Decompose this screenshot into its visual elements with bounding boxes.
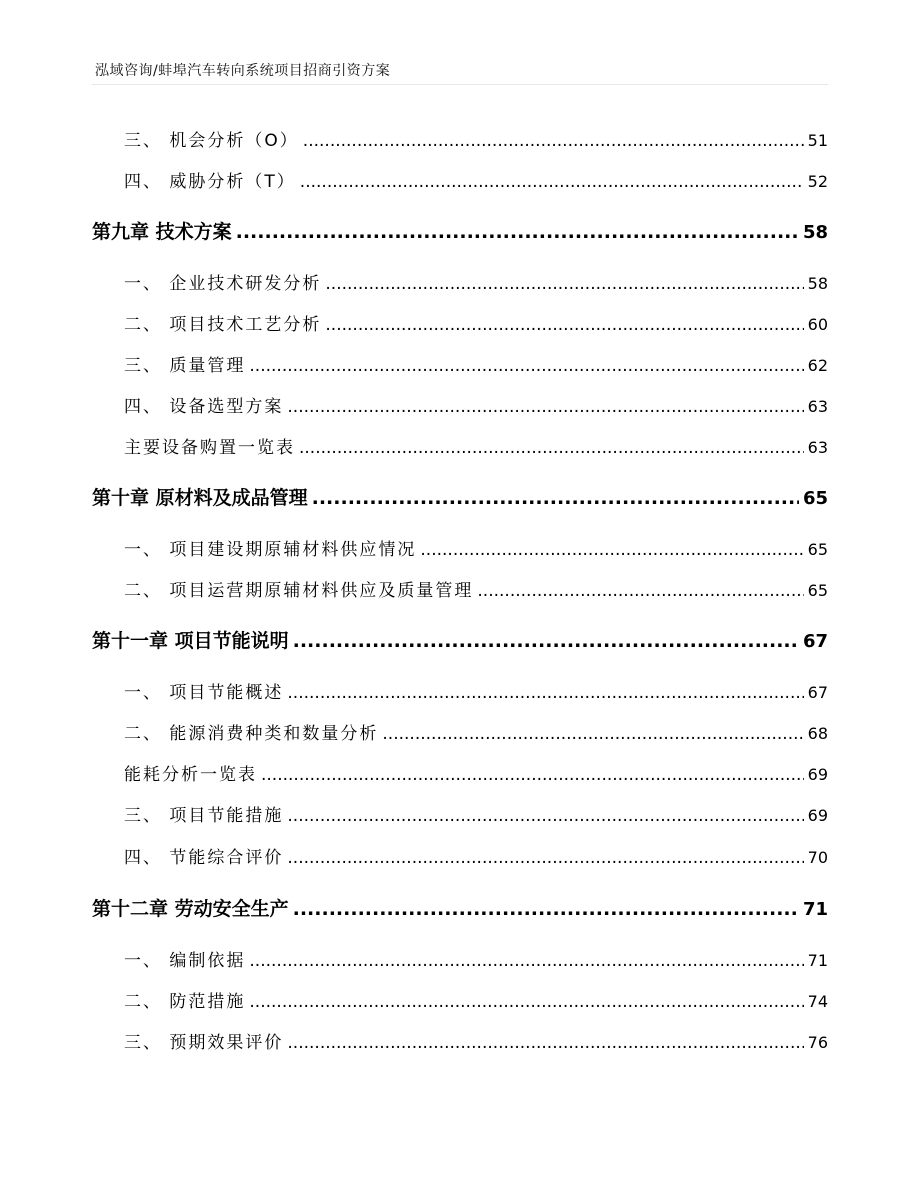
toc-page-number: 63 [807, 438, 828, 457]
toc-page-number: 58 [802, 222, 828, 243]
toc-dot-leader [249, 356, 803, 376]
toc-dot-leader [300, 172, 804, 192]
toc-dot-leader [236, 221, 799, 243]
toc-dot-leader [477, 581, 803, 601]
toc-section-entry[interactable] [124, 760, 828, 785]
toc-dot-leader [287, 806, 803, 826]
toc-section-entry[interactable] [124, 392, 828, 417]
toc-section-entry[interactable] [124, 1028, 828, 1053]
toc-entry-label: 主要设备购置一览表 [124, 438, 295, 458]
toc-page-number: 58 [807, 274, 828, 293]
toc-page-number: 74 [807, 992, 828, 1011]
toc-dot-leader [293, 898, 799, 920]
toc-page-number: 69 [807, 765, 828, 784]
toc-chapter-entry[interactable] [92, 483, 828, 510]
toc-page-number: 60 [807, 315, 828, 334]
toc-entry-label: 第九章 技术方案 [92, 221, 232, 243]
toc-entry-label: 三、 预期效果评价 [124, 1033, 284, 1053]
toc-section-entry[interactable] [124, 801, 828, 826]
toc-section-entry[interactable] [124, 433, 828, 458]
toc-dot-leader [293, 630, 799, 652]
toc-section-entry[interactable] [124, 719, 828, 744]
toc-entry-label: 第十一章 项目节能说明 [92, 630, 289, 652]
toc-section-entry[interactable] [124, 167, 828, 192]
toc-page-number: 67 [802, 631, 828, 652]
toc-dot-leader [287, 397, 803, 417]
toc-entry-label: 第十二章 劳动安全生产 [92, 898, 289, 920]
toc-entry-label: 第十章 原材料及成品管理 [92, 487, 308, 509]
toc-page-number: 70 [807, 848, 828, 867]
toc-page-number: 65 [807, 581, 828, 600]
toc-page-number: 52 [807, 172, 828, 191]
toc-dot-leader [303, 131, 804, 151]
toc-dot-leader [325, 315, 803, 335]
toc-dot-leader [287, 1033, 803, 1053]
toc-section-entry[interactable] [124, 576, 828, 601]
toc-entry-label: 一、 项目节能概述 [124, 683, 284, 703]
toc-entry-label: 二、 项目技术工艺分析 [124, 315, 322, 335]
toc-entry-label: 二、 能源消费种类和数量分析 [124, 724, 379, 744]
toc-section-entry[interactable] [124, 678, 828, 703]
toc-dot-leader [261, 765, 804, 785]
toc-entry-label: 二、 项目运营期原辅材料供应及质量管理 [124, 581, 474, 601]
toc-dot-leader [420, 540, 803, 560]
toc-page-number: 63 [807, 397, 828, 416]
toc-dot-leader [312, 487, 799, 509]
toc-dot-leader [287, 683, 803, 703]
toc-page-number: 65 [802, 488, 828, 509]
toc-entry-label: 四、 威胁分析（T） [124, 172, 296, 192]
toc-page-number: 67 [807, 683, 828, 702]
toc-entry-label: 一、 项目建设期原辅材料供应情况 [124, 540, 417, 560]
toc-page-number: 76 [807, 1033, 828, 1052]
toc-entry-label: 四、 设备选型方案 [124, 397, 284, 417]
toc-section-entry[interactable] [124, 843, 828, 868]
toc-entry-label: 三、 机会分析（O） [124, 131, 299, 151]
toc-page-number: 51 [807, 131, 828, 150]
toc-section-entry[interactable] [124, 269, 828, 294]
toc-entry-label: 一、 编制依据 [124, 951, 246, 971]
running-header: 泓域咨询/蚌埠汽车转向系统项目招商引资方案 [95, 63, 391, 79]
toc-section-entry[interactable] [124, 946, 828, 971]
toc-entry-label: 能耗分析一览表 [124, 765, 257, 785]
toc-entry-label: 四、 节能综合评价 [124, 848, 284, 868]
toc-dot-leader [382, 724, 803, 744]
toc-dot-leader [249, 992, 803, 1012]
toc-page-number: 68 [807, 724, 828, 743]
toc-chapter-entry[interactable] [92, 894, 828, 921]
toc-dot-leader [299, 438, 804, 458]
toc-section-entry[interactable] [124, 310, 828, 335]
toc-chapter-entry[interactable] [92, 217, 828, 244]
toc-entry-label: 三、 质量管理 [124, 356, 246, 376]
toc-entry-label: 二、 防范措施 [124, 992, 246, 1012]
toc-dot-leader [287, 848, 803, 868]
toc-page-number: 71 [802, 899, 828, 920]
toc-section-entry[interactable] [124, 351, 828, 376]
toc-page-number: 71 [807, 951, 828, 970]
toc-dot-leader [249, 951, 803, 971]
toc-page-number: 65 [807, 540, 828, 559]
toc-dot-leader [325, 274, 803, 294]
toc-page-number: 69 [807, 806, 828, 825]
toc-page-number: 62 [807, 356, 828, 375]
toc-section-entry[interactable] [124, 987, 828, 1012]
toc-chapter-entry[interactable] [92, 626, 828, 653]
toc-section-entry[interactable] [124, 126, 828, 151]
toc-entry-label: 三、 项目节能措施 [124, 806, 284, 826]
toc-entry-label: 一、 企业技术研发分析 [124, 274, 322, 294]
toc-section-entry[interactable] [124, 535, 828, 560]
